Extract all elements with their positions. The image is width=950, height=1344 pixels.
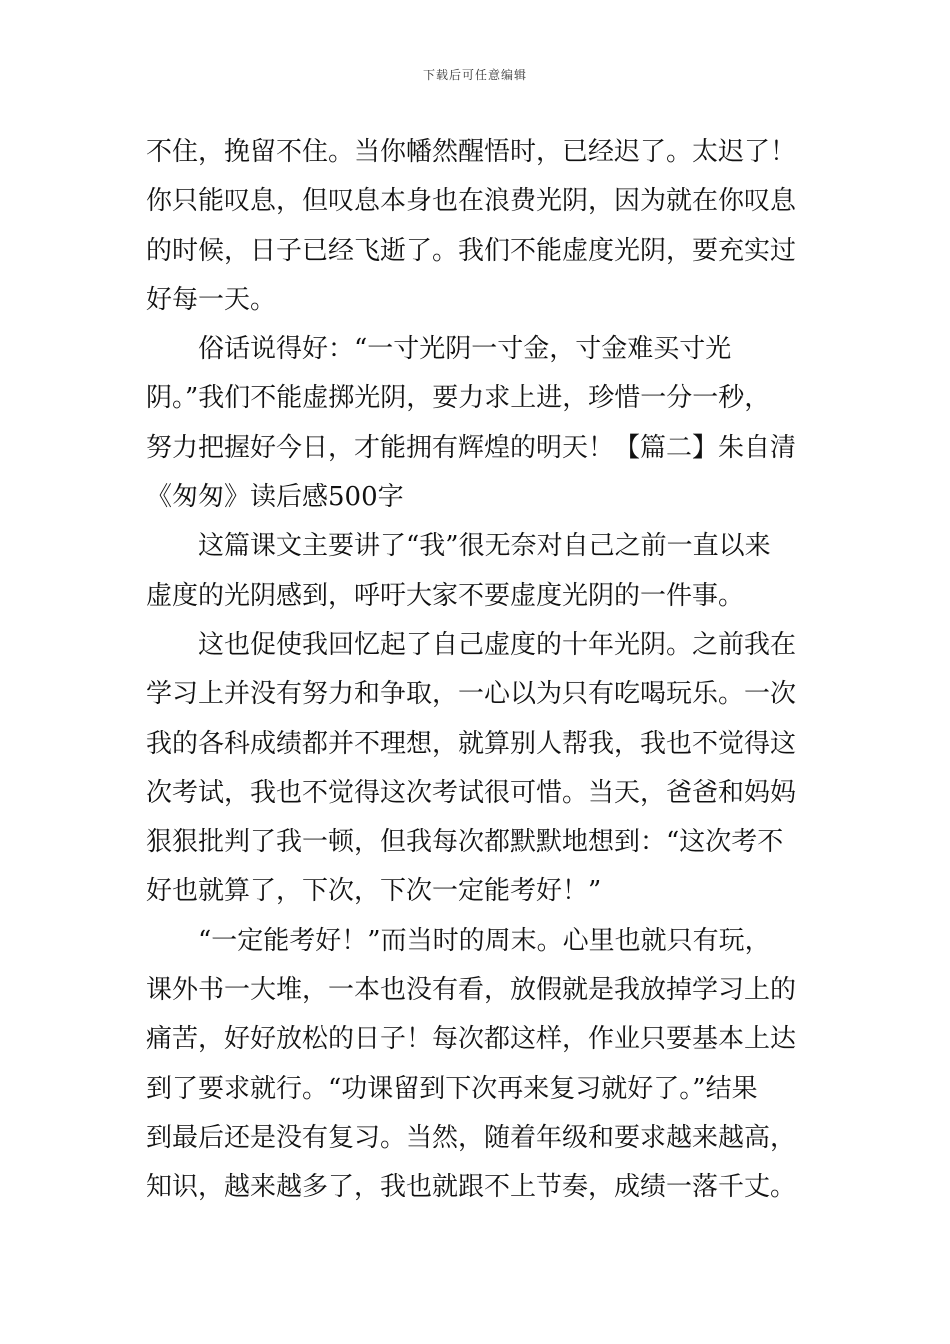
text-line: 到最后还是没有复习。当然，随着年级和要求越来越高， xyxy=(146,1122,797,1153)
text-line: 的时候，日子已经飞逝了。我们不能虚度光阴，要充实过 xyxy=(146,235,797,266)
text-line: “一定能考好！”而当时的周末。心里也就只有玩， xyxy=(198,925,771,956)
text-line: 我的各科成绩都并不理想，就算别人帮我，我也不觉得这 xyxy=(146,728,797,759)
text-line: 到了要求就行。“功课留到下次再来复习就好了。”结果 xyxy=(146,1073,758,1104)
text-line: 知识，越来越多了，我也就跟不上节奏，成绩一落千丈。 xyxy=(146,1172,797,1203)
text-line: 俗话说得好：“一寸光阴一寸金，寸金难买寸光 xyxy=(198,334,732,365)
text-line: 不住，挽留不住。当你幡然醒悟时，已经迟了。太迟了！ xyxy=(146,137,797,167)
text-line: 你只能叹息，但叹息本身也在浪费光阴，因为就在你叹息 xyxy=(146,186,797,217)
text-line: 学习上并没有努力和争取，一心以为只有吃喝玩乐。一次 xyxy=(146,679,797,710)
text-line: 努力把握好今日，才能拥有辉煌的明天！【篇二】朱自清 xyxy=(146,432,797,463)
text-line: 课外书一大堆，一本也没有看，放假就是我放掉学习上的 xyxy=(146,975,797,1006)
text-line: 痛苦，好好放松的日子！每次都这样，作业只要基本上达 xyxy=(146,1024,797,1055)
text-line: 狠狠批判了我一顿，但我每次都默默地想到：“这次考不 xyxy=(146,827,784,858)
text-line: 阴。”我们不能虚掷光阴，要力求上进，珍惜一分一秒， xyxy=(146,383,771,414)
text-line: 《匆匆》读后感500字 xyxy=(146,482,404,513)
text-line: 次考试，我也不觉得这次考试很可惜。当天，爸爸和妈妈 xyxy=(146,777,797,808)
body-text xyxy=(146,128,810,1213)
text-line: 这也促使我回忆起了自己虚度的十年光阴。之前我在 xyxy=(198,629,797,660)
text-line: 这篇课文主要讲了“我”很无奈对自己之前一直以来 xyxy=(198,531,771,562)
text-line: 虚度的光阴感到，呼吁大家不要虚度光阴的一件事。 xyxy=(146,580,745,611)
page-header: 下载后可任意编辑 xyxy=(422,68,527,82)
text-line: 好每一天。 xyxy=(146,284,277,315)
text-line: 好也就算了，下次，下次一定能考好！” xyxy=(146,876,602,907)
